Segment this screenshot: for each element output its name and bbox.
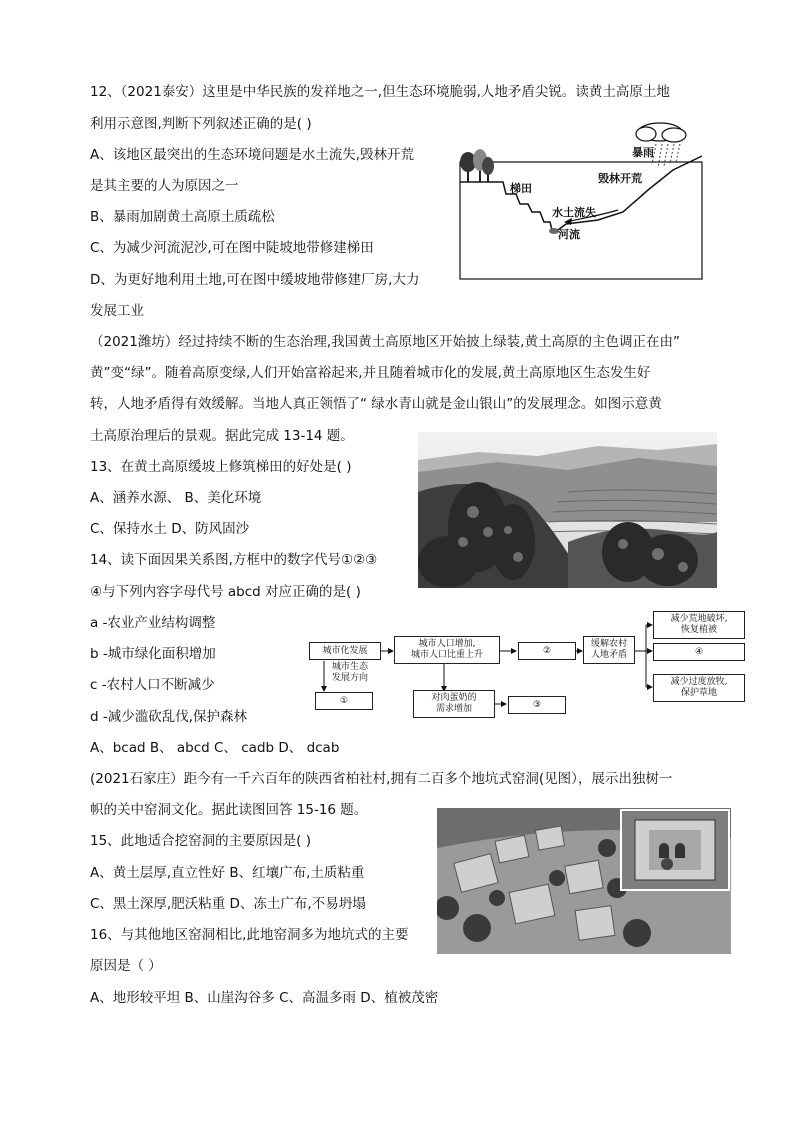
label-river: 河流 <box>558 228 580 241</box>
q14-item-d: d -减少滥砍乱伐,保护森林 <box>90 709 248 725</box>
q14-item-a: a -农业产业结构调整 <box>90 615 216 631</box>
q16-stem-line1: 16、与其他地区窑洞相比,此地窑洞多为地坑式的主要 <box>90 927 409 943</box>
label-rain: 暴雨 <box>632 146 654 159</box>
q12-option-d-line2: 发展工业 <box>90 303 144 319</box>
loess-land-use-diagram <box>448 120 704 282</box>
q14-options: A、bcad B、 abcd C、 cadb D、 dcab <box>90 740 340 756</box>
label-erosion: 水土流失 <box>552 206 596 219</box>
intro13-line4: 土高原治理后的景观。据此完成 13-14 题。 <box>90 428 354 444</box>
q12-option-d-line1: D、为更好地利用土地,可在图中缓坡地带修建厂房,大力 <box>90 272 420 288</box>
q13-options-ab: A、涵养水源、 B、美化环境 <box>90 490 262 506</box>
flow-box-3: ③ <box>508 696 566 714</box>
flow-population-increase: 城市人口增加, 城市人口比重上升 <box>394 636 500 664</box>
q15-options-ab: A、黄土层厚,直立性好 B、红壤广布,土质粘重 <box>90 865 365 881</box>
intro13-line2: 黄”变“绿”。随着高原变绿,人们开始富裕起来,并且随着城市化的发展,黄土高原地区生态发生好 <box>90 365 651 381</box>
flow-urbanization: 城市化发展 <box>309 642 381 660</box>
flow-reduce-overgrazing: 减少过度放牧, 保护草地 <box>653 674 745 702</box>
intro13-line1: （2021潍坊）经过持续不断的生态治理,我国黄土高原地区开始披上绿装,黄土高原的主色调正在由” <box>90 334 680 350</box>
flow-ease-rural-conflict: 缓解农村 人地矛盾 <box>583 636 635 664</box>
label-deforest: 毁林开荒 <box>598 172 642 185</box>
flow-box-1: ① <box>315 692 373 710</box>
intro15-line2: 帜的关中窑洞文化。据此读图回答 15-16 题。 <box>90 802 368 818</box>
q12-option-c: C、为减少河流泥沙,可在图中陡坡地带修建梯田 <box>90 240 374 256</box>
q12-stem-line1: 12、（2021泰安）这里是中华民族的发祥地之一,但生态环境脆弱,人地矛盾尖锐。读黄土高原土地 <box>90 84 670 100</box>
flow-box-2: ② <box>518 642 576 660</box>
loess-landscape-photo <box>418 432 717 588</box>
q16-options: A、地形较平坦 B、山崖沟谷多 C、高温多雨 D、植被茂密 <box>90 990 439 1006</box>
cave-dwelling-photo <box>437 808 731 954</box>
q12-option-a-line1: A、该地区最突出的生态环境问题是水土流失,毁林开荒 <box>90 147 415 163</box>
flow-box-4: ④ <box>653 643 745 661</box>
q14-stem-line1: 14、读下面因果关系图,方框中的数字代号①②③ <box>90 552 378 568</box>
flow-meat-demand: 对肉蛋奶的 需求增加 <box>413 690 495 718</box>
q12-option-a-line2: 是其主要的人为原因之一 <box>90 178 239 194</box>
q12-option-b: B、暴雨加剧黄土高原土质疏松 <box>90 209 275 225</box>
q14-stem-line2: ④与下列内容字母代号 abcd 对应正确的是( ) <box>90 584 361 600</box>
q12-stem-line2: 利用示意图,判断下列叙述正确的是( ) <box>90 116 312 132</box>
flow-eco-direction-label: 城市生态 发展方向 <box>332 662 369 683</box>
intro15-line1: (2021石家庄）距今有一千六百年的陕西省柏社村,拥有二百多个地坑式窑洞(见图），展示出独树一 <box>90 771 673 787</box>
q15-options-cd: C、黑土深厚,肥沃粘重 D、冻土广布,不易坍塌 <box>90 896 366 912</box>
q14-item-c: c -农村人口不断减少 <box>90 677 215 693</box>
q14-item-b: b -城市绿化面积增加 <box>90 646 216 662</box>
flow-reduce-wasteland-damage: 减少荒地破坏, 恢复植被 <box>653 611 745 639</box>
q15-stem: 15、此地适合挖窑洞的主要原因是( ) <box>90 833 312 849</box>
q13-stem: 13、在黄土高原缓坡上修筑梯田的好处是( ) <box>90 459 352 475</box>
label-terrace: 梯田 <box>510 182 532 195</box>
q16-stem-line2: 原因是（ ） <box>90 958 162 974</box>
intro13-line3: 转，人地矛盾得有效缓解。当地人真正领悟了“ 绿水青山就是金山银山”的发展理念。如图示意黄 <box>90 396 662 412</box>
tree-icon <box>460 149 494 182</box>
q13-options-cd: C、保持水土 D、防风固沙 <box>90 521 250 537</box>
